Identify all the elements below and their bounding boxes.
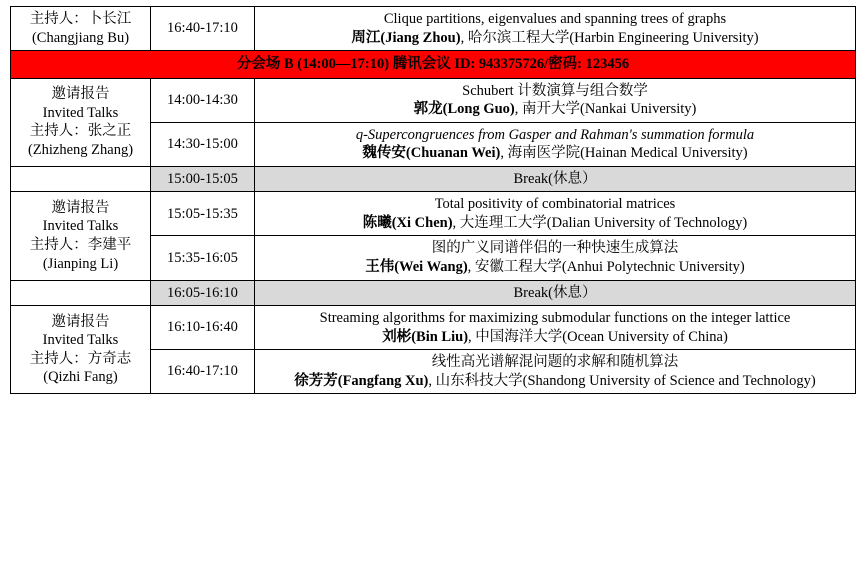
chair-line: Invited Talks bbox=[42, 218, 119, 235]
talk-speaker bbox=[259, 328, 851, 347]
time-cell: 14:00-14:30 bbox=[151, 78, 255, 122]
speaker-name-cn: 刘彬 bbox=[382, 328, 412, 345]
speaker-name-cn: 周江 bbox=[351, 29, 381, 46]
talk-speaker bbox=[259, 372, 851, 391]
affiliation-en: (Nankai University) bbox=[580, 101, 697, 118]
speaker-name-en: (Fangfang Xu) bbox=[337, 372, 429, 389]
chair-line: Invited Talks bbox=[42, 104, 119, 121]
time-cell: 15:35-16:05 bbox=[151, 236, 255, 280]
separator: , bbox=[514, 101, 522, 118]
talk-title: Streaming algorithms for maximizing submodular functions on the integer lattice bbox=[319, 310, 791, 327]
chair-line: 主持人：卜长江 bbox=[29, 11, 132, 27]
affiliation-en: (Harbin Engineering University) bbox=[569, 29, 759, 46]
separator: , bbox=[452, 214, 460, 231]
separator: , bbox=[428, 372, 436, 389]
chair-line: (Qizhi Fang) bbox=[43, 369, 118, 386]
speaker-name-en: (Chuanan Wei) bbox=[405, 145, 501, 162]
table-row bbox=[11, 7, 856, 51]
time-cell: 16:10-16:40 bbox=[151, 306, 255, 350]
affiliation-en: (Dalian University of Technology) bbox=[546, 214, 748, 231]
time-cell: 16:40-17:10 bbox=[151, 350, 255, 394]
separator: , bbox=[500, 145, 508, 162]
talk-speaker bbox=[259, 29, 851, 48]
talk-cell bbox=[255, 78, 856, 122]
affiliation-cn: 山东科技大学 bbox=[435, 372, 523, 389]
break-label: Break(休息） bbox=[255, 166, 856, 192]
time-cell: 15:00-15:05 bbox=[151, 166, 255, 192]
separator: , bbox=[468, 328, 476, 345]
speaker-name-en: (Xi Chen) bbox=[391, 214, 453, 231]
chair-line: (Jianping Li) bbox=[42, 255, 119, 272]
talk-title: 图的广义同谱伴侣的一种快速生成算法 bbox=[431, 240, 679, 257]
chair-cell-empty bbox=[11, 166, 151, 192]
chair-line: 邀请报告 bbox=[51, 313, 110, 330]
affiliation-cn: 哈尔滨工程大学 bbox=[467, 29, 570, 46]
time-cell: 16:40-17:10 bbox=[151, 7, 255, 51]
talk-title: q-Supercongruences from Gasper and Rahman's summation formula bbox=[355, 126, 755, 143]
time-cell: 14:30-15:00 bbox=[151, 122, 255, 166]
chair-line: 邀请报告 bbox=[51, 199, 110, 216]
chair-line: (Changjiang Bu) bbox=[31, 29, 130, 46]
schedule-table bbox=[10, 6, 856, 394]
talk-speaker bbox=[259, 258, 851, 277]
talk-title: Clique partitions, eigenvalues and spanning trees of graphs bbox=[383, 11, 727, 27]
speaker-name-cn: 郭龙 bbox=[413, 101, 443, 118]
chair-cell bbox=[11, 192, 151, 280]
time-cell: 15:05-15:35 bbox=[151, 192, 255, 236]
speaker-name-cn: 陈曦 bbox=[362, 214, 392, 231]
schedule-body bbox=[11, 7, 856, 394]
affiliation-en: (Anhui Polytechnic University) bbox=[561, 259, 745, 276]
speaker-name-en: (Wei Wang) bbox=[394, 259, 468, 276]
chair-cell-empty bbox=[11, 280, 151, 306]
chair-line: 主持人：张之正 bbox=[29, 123, 132, 140]
affiliation-cn: 中国海洋大学 bbox=[475, 328, 563, 345]
table-row bbox=[11, 192, 856, 236]
affiliation-cn: 海南医学院 bbox=[507, 145, 581, 162]
talk-cell bbox=[255, 7, 856, 51]
speaker-name-cn: 魏传安 bbox=[362, 145, 406, 162]
affiliation-cn: 安徽工程大学 bbox=[474, 259, 562, 276]
affiliation-en: (Hainan Medical University) bbox=[580, 145, 748, 162]
time-cell: 16:05-16:10 bbox=[151, 280, 255, 306]
talk-cell bbox=[255, 122, 856, 166]
chair-cell bbox=[11, 306, 151, 394]
chair-line: 主持人：方奇志 bbox=[29, 350, 132, 367]
chair-cell bbox=[11, 7, 151, 51]
talk-speaker bbox=[259, 144, 851, 163]
talk-title: Total positivity of combinatorial matrices bbox=[434, 196, 676, 213]
session-header-row bbox=[11, 51, 856, 79]
table-row bbox=[11, 78, 856, 122]
talk-title: 线性高光谱解混问题的求解和随机算法 bbox=[431, 354, 679, 371]
separator: , bbox=[460, 29, 468, 46]
session-header: 分会场 B (14:00—17:10) 腾讯会议 ID: 943375726/密码: 123456 bbox=[11, 51, 856, 79]
talk-cell bbox=[255, 350, 856, 394]
break-row bbox=[11, 280, 856, 306]
chair-cell bbox=[11, 78, 151, 166]
affiliation-cn: 南开大学 bbox=[522, 101, 580, 118]
affiliation-en: (Shandong University of Science and Technology) bbox=[522, 372, 816, 389]
speaker-name-en: (Long Guo) bbox=[442, 101, 515, 118]
chair-line: 主持人：李建平 bbox=[29, 236, 132, 253]
separator: , bbox=[467, 259, 475, 276]
talk-speaker bbox=[259, 100, 851, 119]
affiliation-cn: 大连理工大学 bbox=[459, 214, 547, 231]
talk-speaker bbox=[259, 214, 851, 233]
chair-line: (Zhizheng Zhang) bbox=[27, 141, 134, 158]
speaker-name-cn: 王伟 bbox=[365, 259, 395, 276]
speaker-name-en: (Bin Liu) bbox=[411, 328, 469, 345]
speaker-name-cn: 徐芳芳 bbox=[294, 372, 338, 389]
chair-line: Invited Talks bbox=[42, 332, 119, 349]
talk-cell bbox=[255, 192, 856, 236]
affiliation-en: (Ocean University of China) bbox=[562, 328, 728, 345]
talk-title: Schubert 计数演算与组合数学 bbox=[462, 82, 648, 99]
table-row bbox=[11, 306, 856, 350]
break-row bbox=[11, 166, 856, 192]
talk-cell bbox=[255, 236, 856, 280]
talk-cell bbox=[255, 306, 856, 350]
speaker-name-en: (Jiang Zhou) bbox=[380, 29, 461, 46]
chair-line: 邀请报告 bbox=[51, 86, 110, 103]
break-label: Break(休息） bbox=[255, 280, 856, 306]
